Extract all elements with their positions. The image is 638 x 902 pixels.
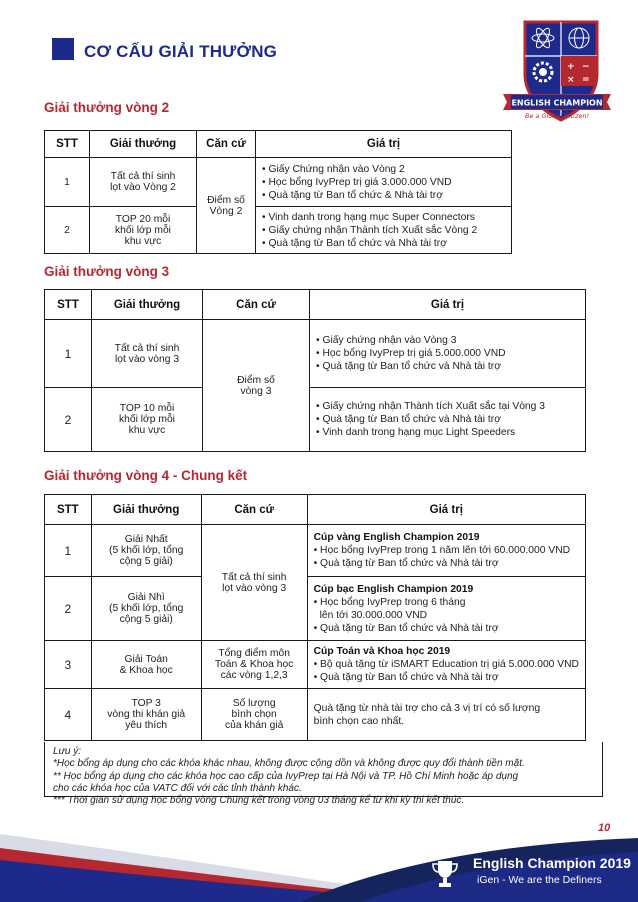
award-line: lọt vào vòng 3 bbox=[114, 353, 180, 365]
round2-table bbox=[44, 130, 512, 254]
value-line: • Học bổng IvyPrep trong 6 tháng bbox=[313, 596, 466, 608]
col-basis: Căn cứ bbox=[197, 131, 256, 158]
award-cell bbox=[92, 388, 203, 452]
award-line: lọt vào Vòng 2 bbox=[110, 182, 176, 193]
value-cell bbox=[310, 320, 586, 388]
page-number: 10 bbox=[598, 822, 611, 834]
note-line: ** Học bổng áp dụng cho các khóa học cao cấp của IvyPrep tại Hà Nội và TP. Hồ Chí Minh hoặc áp dụng bbox=[53, 770, 519, 782]
col-stt: STT bbox=[45, 290, 92, 320]
value-line: • Quà tặng từ Ban tổ chức và Nhà tài trợ bbox=[262, 237, 447, 249]
award-line: khu vực bbox=[124, 235, 162, 247]
basis-line: Số lượng bbox=[232, 698, 276, 709]
logo-tagline: Be a Global Citizen! bbox=[524, 112, 590, 120]
award-line: khu vực bbox=[128, 425, 166, 436]
basis-cell bbox=[203, 320, 310, 452]
svg-text:+: + bbox=[567, 62, 575, 72]
award-line: vòng thi khán giả bbox=[107, 709, 186, 720]
value-line: • Vinh danh trong hạng mục Light Speeders bbox=[316, 427, 516, 438]
stt-cell: 1 bbox=[45, 525, 92, 577]
value-line: • Giấy chứng nhận Thành tích Xuất sắc Vòng 2 bbox=[262, 224, 478, 236]
svg-text:−: − bbox=[582, 62, 590, 72]
award-line: yêu thích bbox=[125, 720, 168, 731]
value-line: • Quà tặng từ Ban tổ chức & Nhà tài trợ bbox=[262, 189, 443, 201]
value-line: • Học bổng IvyPrep trị giá 3.000.000 VND bbox=[262, 176, 452, 188]
col-value: Giá trị bbox=[310, 290, 586, 320]
stt-cell: 1 bbox=[45, 158, 90, 207]
note-line: *** Thời gian sử dụng học bổng vòng Chung kết trong vòng 03 tháng kể từ khi kỳ thi kết thúc. bbox=[53, 795, 465, 807]
value-line: • Quà tặng từ Ban tổ chức và Nhà tài trợ bbox=[313, 558, 499, 569]
col-stt: STT bbox=[45, 495, 92, 525]
basis-cell bbox=[201, 641, 307, 689]
table-header-row bbox=[45, 290, 586, 320]
value-cell bbox=[256, 207, 512, 254]
award-line: khối lớp mỗi bbox=[119, 414, 175, 425]
award-cell bbox=[91, 641, 201, 689]
svg-text:=: = bbox=[582, 75, 590, 85]
svg-text:×: × bbox=[567, 75, 575, 85]
col-value: Giá trị bbox=[256, 131, 512, 158]
english-champion-logo bbox=[497, 16, 617, 126]
col-basis: Căn cứ bbox=[201, 495, 307, 525]
award-line: Tất cả thí sinh bbox=[114, 342, 180, 354]
value-cell bbox=[307, 525, 585, 577]
round3-table bbox=[44, 289, 586, 452]
value-line: • Vinh danh trong hạng mục Super Connectors bbox=[262, 211, 475, 223]
stt-cell: 2 bbox=[45, 388, 92, 452]
basis-cell bbox=[197, 158, 256, 254]
value-cell bbox=[307, 577, 585, 641]
value-line: • Quà tặng từ Ban tổ chức và Nhà tài trợ bbox=[316, 414, 501, 425]
value-line: • Quà tặng từ Ban tổ chức và Nhà tài trợ bbox=[316, 361, 501, 372]
value-cell bbox=[256, 158, 512, 207]
round4-title: Giải thưởng vòng 4 - Chung kết bbox=[44, 468, 248, 483]
table-row bbox=[45, 207, 512, 254]
basis-line: lọt vào vòng 3 bbox=[222, 582, 287, 594]
stt-cell: 1 bbox=[45, 320, 92, 388]
footer-subtitle: iGen - We are the Definers bbox=[477, 874, 602, 886]
basis-line: của khán giả bbox=[224, 720, 284, 731]
award-line: TOP 10 mỗi bbox=[119, 403, 175, 414]
col-award: Giải thưởng bbox=[90, 131, 197, 158]
award-line: TOP 3 bbox=[131, 698, 161, 709]
col-basis: Căn cứ bbox=[203, 290, 310, 320]
value-line: • Quà tặng từ Ban tổ chức và Nhà tài trợ bbox=[313, 622, 499, 634]
table-row bbox=[45, 577, 586, 641]
table-header-row bbox=[45, 495, 586, 525]
round2-title: Giải thưởng vòng 2 bbox=[44, 100, 170, 115]
award-line: TOP 20 mỗi bbox=[115, 213, 171, 225]
stt-cell: 3 bbox=[45, 641, 92, 689]
basis-line: Tất cả thí sinh bbox=[221, 571, 287, 583]
basis-line: Điểm số bbox=[237, 374, 275, 386]
table-row bbox=[45, 388, 586, 452]
value-cell bbox=[307, 641, 585, 689]
round3-title: Giải thưởng vòng 3 bbox=[44, 264, 170, 279]
award-line: (5 khối lớp, tổng bbox=[109, 603, 184, 614]
value-line: Quà tặng từ nhà tài trợ cho cả 3 vị trí có số lượng bbox=[313, 702, 541, 714]
table-row bbox=[45, 525, 586, 577]
award-line: Giải Nhất bbox=[124, 534, 168, 545]
basis-line: Tổng điểm môn bbox=[218, 648, 290, 659]
award-cell bbox=[91, 525, 201, 577]
value-line: lên tới 30.000.000 VND bbox=[319, 609, 428, 621]
award-cell bbox=[90, 158, 197, 207]
value-line: bình chọn cao nhất. bbox=[313, 715, 405, 727]
table-row bbox=[45, 158, 512, 207]
page-title: CƠ CẤU GIẢI THƯỞNG bbox=[84, 42, 278, 61]
value-line: • Giấy Chứng nhận vào Vòng 2 bbox=[262, 163, 405, 175]
value-line: • Bộ quà tặng từ iSMART Education trị giá 5.000.000 VND bbox=[313, 659, 579, 670]
header-square bbox=[52, 38, 74, 60]
award-line: & Khoa học bbox=[119, 664, 173, 676]
table-row bbox=[45, 689, 586, 741]
award-cell bbox=[91, 577, 201, 641]
basis-cell bbox=[201, 525, 307, 641]
note-line: cho các khóa học của VATC đối với các tỉnh thành khác. bbox=[53, 782, 302, 794]
basis-line: Điểm số bbox=[207, 194, 245, 206]
value-line: • Giấy chứng nhận vào Vòng 3 bbox=[316, 335, 457, 346]
col-stt: STT bbox=[45, 131, 90, 158]
cup-label: Cúp bạc English Champion 2019 bbox=[313, 583, 474, 595]
value-line: • Học bổng IvyPrep trong 1 năm lên tới 60.000.000 VND bbox=[313, 545, 571, 556]
logo-banner: ENGLISH CHAMPION bbox=[511, 98, 603, 108]
basis-cell bbox=[201, 689, 307, 741]
cup-label: Cúp Toán và Khoa học 2019 bbox=[313, 646, 451, 657]
award-line: cộng 5 giải) bbox=[119, 614, 173, 625]
award-cell bbox=[92, 320, 203, 388]
table-row bbox=[45, 641, 586, 689]
stt-cell: 2 bbox=[45, 207, 90, 254]
value-cell bbox=[307, 689, 585, 741]
footer-title: English Champion 2019 bbox=[473, 855, 631, 871]
award-line: khối lớp mỗi bbox=[115, 224, 171, 236]
basis-line: vòng 3 bbox=[240, 385, 272, 397]
basis-line: Toán & Khoa học bbox=[214, 659, 294, 670]
basis-line: các vòng 1,2,3 bbox=[220, 670, 288, 681]
cup-label: Cúp vàng English Champion 2019 bbox=[313, 532, 480, 543]
basis-line: Vòng 2 bbox=[209, 205, 243, 217]
award-line: Giải Nhì bbox=[127, 592, 165, 603]
col-award: Giải thưởng bbox=[92, 290, 203, 320]
basis-line: bình chọn bbox=[231, 709, 277, 720]
value-line: • Giấy chứng nhận Thành tích Xuất sắc tại Vòng 3 bbox=[316, 401, 545, 412]
award-line: Giải Toán bbox=[124, 653, 168, 665]
award-line: Tất cả thí sinh bbox=[110, 171, 176, 182]
value-line: • Học bổng IvyPrep trị giá 5.000.000 VND bbox=[316, 348, 506, 359]
award-line: (5 khối lớp, tổng bbox=[109, 545, 184, 556]
note-line: Lưu ý: bbox=[53, 746, 82, 757]
round4-table bbox=[44, 494, 586, 741]
award-line: cộng 5 giải) bbox=[119, 556, 173, 567]
table-header-row bbox=[45, 131, 512, 158]
stt-cell: 4 bbox=[45, 689, 92, 741]
trophy-icon bbox=[430, 858, 460, 890]
value-cell bbox=[310, 388, 586, 452]
note-line: *Học bổng áp dụng cho các khóa khác nhau, không được cộng dồn và không được quy đổi thành tiền mặt. bbox=[53, 758, 525, 770]
award-cell bbox=[90, 207, 197, 254]
col-value: Giá trị bbox=[307, 495, 585, 525]
col-award: Giải thưởng bbox=[91, 495, 201, 525]
stt-cell: 2 bbox=[45, 577, 92, 641]
table-row bbox=[45, 320, 586, 388]
award-cell bbox=[91, 689, 201, 741]
value-line: • Quà tặng từ Ban tổ chức và Nhà tài trợ bbox=[313, 672, 499, 683]
